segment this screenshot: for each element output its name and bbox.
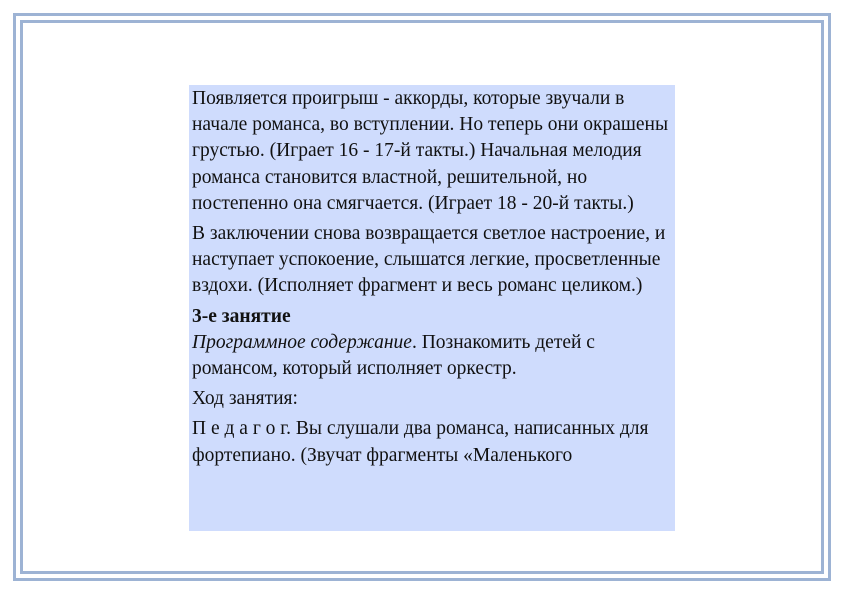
lesson-heading: 3-е занятие [192, 305, 291, 327]
teacher-label: П е д а г о г. [192, 418, 291, 440]
teacher-paragraph [192, 416, 671, 468]
teacher-text: Вы слушали два романса, написанных для фортепиано. (Звучат фрагменты «Маленького [192, 418, 649, 466]
paragraph-interlude: Появляется проигрыш - аккорды, которые звучали в начале романса, во вступлении. Но теперь они окрашены грустью. (Играет 16 - 17-й такты.) Начальная мелодия романса становится властной, решительной, но постепенно она смягчается. (Играет 18 - 20-й такты.) [192, 88, 669, 214]
text-box [189, 85, 675, 531]
lesson-course: Ход занятия: [192, 388, 298, 410]
paragraph-conclusion: В заключении снова возвращается светлое настроение, и наступает успокоение, слышатся легкие, просветленные вздохи. (Исполняет фрагмент и весь романс целиком.) [192, 223, 666, 297]
program-content-text: . Познакомить детей с романсом, который исполняет оркестр. [192, 331, 595, 380]
program-content-label: Программное содержание [192, 331, 412, 353]
program-content-paragraph [192, 330, 671, 382]
